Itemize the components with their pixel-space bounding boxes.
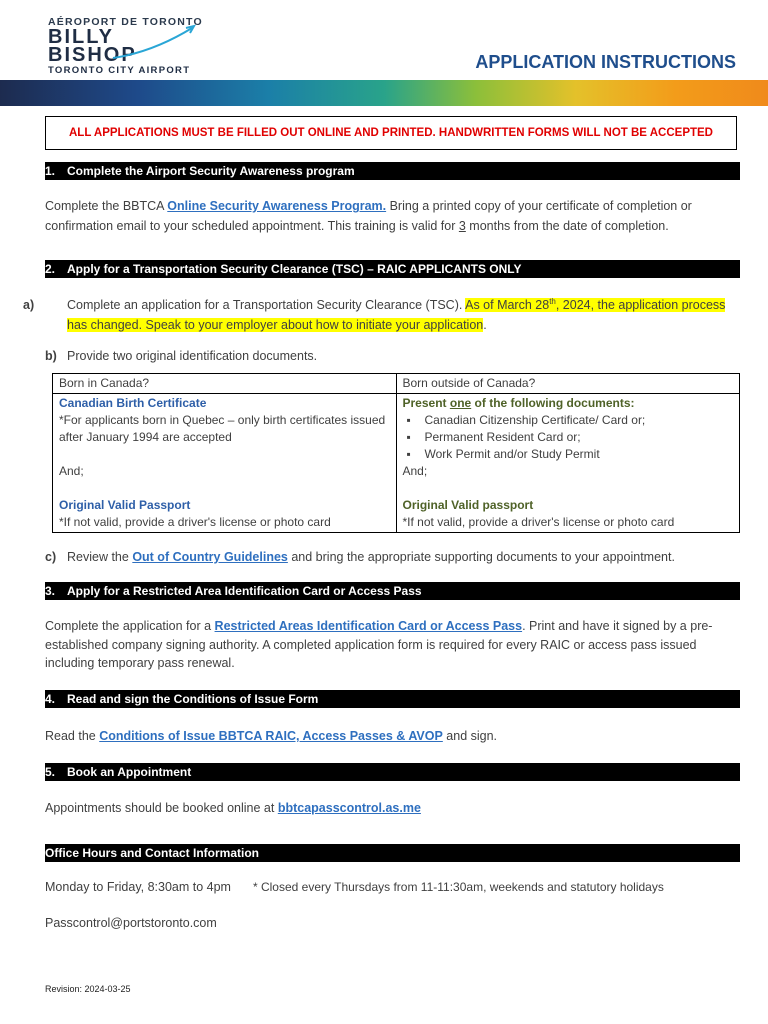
item-b [45, 346, 739, 366]
table-cell-canada [53, 394, 397, 533]
document-list [403, 412, 734, 463]
warning-text: ALL APPLICATIONS MUST BE FILLED OUT ONLINE AND PRINTED. HANDWRITTEN FORMS WILL NOT BE ACCEPTED [69, 127, 713, 139]
text-span: Read the [45, 729, 100, 743]
text-span: Review the [67, 550, 133, 564]
logo-line-2a: BILLY [48, 26, 114, 48]
section-4-header [45, 690, 740, 708]
logo-line-2b: BISHOP [48, 44, 137, 66]
office-header [45, 844, 740, 862]
section-3-title: Apply for a Restricted Area Identification Card or Access Pass [67, 584, 422, 598]
section-1-number: 1. [45, 164, 56, 178]
closed-note: * Closed every Thursdays from 11-11:30am, weekends and statutory holidays [252, 880, 664, 894]
identification-table [52, 373, 740, 533]
office-hours: Monday to Friday, 8:30am to 4pm [45, 880, 231, 894]
airport-logo [48, 16, 208, 76]
text-span: . Print and have it signed by a pre-established company signing authority. A completed application form is required for every RAIC or access pass issued including temporary pass renewal. [45, 619, 713, 670]
table-cell-outside [396, 394, 740, 533]
section-5-title: Book an Appointment [67, 765, 192, 779]
section-4-text [45, 726, 739, 746]
out-of-country-link[interactable]: Out of Country Guidelines [132, 550, 288, 564]
text-span: and sign. [442, 729, 498, 743]
birth-certificate-label: Canadian Birth Certificate [59, 396, 207, 410]
section-3-text [45, 617, 739, 673]
text-span: Provide two original identification documents. [67, 349, 318, 363]
passport-note: *If not valid, provide a driver's license or photo card [402, 515, 675, 529]
booking-link[interactable]: bbtcapasscontrol.as.me [277, 801, 421, 815]
flight-swoosh-icon [108, 22, 198, 62]
text-span: . [483, 318, 487, 333]
warning-box [45, 116, 737, 150]
text-span: months from the date of completion. [465, 219, 669, 233]
revision-date: Revision: 2024-03-25 [45, 984, 131, 994]
section-3-header [45, 582, 740, 600]
superscript: th [549, 297, 556, 306]
quebec-note: *For applicants born in Quebec – only birth certificates issued after January 1994 are accepted [59, 413, 386, 444]
section-1-text [45, 196, 739, 236]
section-5-text [45, 798, 739, 818]
security-program-link[interactable]: Online Security Awareness Program. [167, 199, 387, 213]
passport-label: Original Valid Passport [59, 498, 191, 512]
valid-months: 3 [458, 219, 466, 233]
passport-note: *If not valid, provide a driver's license or photo card [59, 515, 331, 529]
text-span: Appointments should be booked online at [45, 801, 278, 815]
text-span: Present [402, 396, 450, 410]
raic-application-link[interactable]: Restricted Areas Identification Card or Access Pass [214, 619, 523, 633]
section-4-number: 4. [45, 692, 56, 706]
logo-line-1: AÉROPORT DE TORONTO [48, 16, 203, 28]
and-text: And; [402, 464, 428, 478]
section-2-number: 2. [45, 262, 56, 276]
text-span: , 2024, the application process has changed. Speak to your employer about how to initiate your application [67, 298, 726, 333]
text-span: As of March 28 [465, 298, 550, 313]
and-text: And; [59, 464, 84, 478]
section-2-header [45, 260, 740, 278]
contact-line [45, 913, 739, 933]
section-5-number: 5. [45, 765, 56, 779]
section-2-title: Apply for a Transportation Security Clearance (TSC) – RAIC APPLICANTS ONLY [67, 262, 522, 276]
list-item: ▪ Permanent Resident Card or; [425, 429, 734, 446]
section-4-title: Read and sign the Conditions of Issue Form [67, 692, 319, 706]
item-c-label: c) [45, 550, 57, 564]
office-title: Office Hours and Contact Information [45, 846, 260, 860]
text-span: Bring a printed copy of your certificate of completion or confirmation email to your scheduled appointment. This training is valid for [45, 199, 692, 233]
text-span: and bring the appropriate supporting documents to your appointment. [287, 550, 675, 564]
text-span: Complete the application for a [45, 619, 215, 633]
list-item: ▪ Canadian Citizenship Certificate/ Card or; [425, 412, 734, 429]
passport-label: Original Valid passport [402, 498, 534, 512]
text-span: of the following documents: [471, 396, 635, 410]
item-b-label: b) [45, 349, 57, 363]
text-span: Complete the BBTCA [45, 199, 168, 213]
text-span: one [449, 396, 472, 410]
text-span: Complete an application for a Transportation Security Clearance (TSC). [67, 298, 466, 313]
table-header-canada: Born in Canada? [53, 374, 397, 394]
table-header-outside: Born outside of Canada? [396, 374, 740, 394]
section-5-header [45, 763, 740, 781]
conditions-of-issue-link[interactable]: Conditions of Issue BBTCA RAIC, Access Passes & AVOP [99, 729, 443, 743]
present-one-label [403, 395, 734, 412]
section-1-title: Complete the Airport Security Awareness program [67, 164, 355, 178]
item-a-label: a) [23, 298, 35, 313]
section-1-header [45, 162, 740, 180]
logo-line-3: TORONTO CITY AIRPORT [48, 65, 191, 76]
color-band [0, 80, 768, 106]
item-c [45, 547, 739, 567]
list-item: ▪ Work Permit and/or Study Permit [425, 446, 734, 463]
section-3-number: 3. [45, 584, 56, 598]
document-title: APPLICATION INSTRUCTIONS [475, 52, 736, 72]
office-hours-line [45, 877, 739, 897]
item-a [23, 292, 739, 335]
contact-email[interactable]: Passcontrol@portstoronto.com [45, 916, 217, 930]
